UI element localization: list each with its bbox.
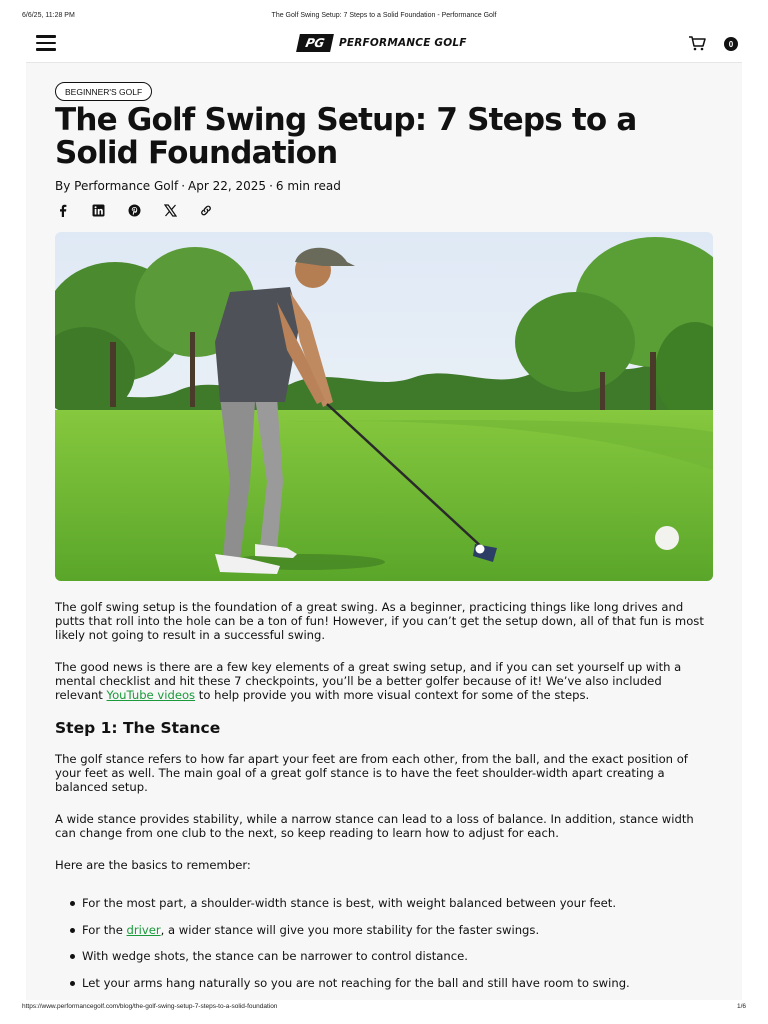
linkedin-icon[interactable] — [91, 203, 105, 217]
article-byline: By Performance Golf · Apr 22, 2025 · 6 min read — [55, 179, 341, 193]
article-date: Apr 22, 2025 — [188, 179, 267, 193]
article-read-time: 6 min read — [275, 179, 341, 193]
step1-paragraph-3: Here are the basics to remember: — [55, 858, 251, 872]
list-item: With wedge shots, the stance can be narrower to control distance. — [55, 949, 713, 976]
driver-link[interactable]: driver — [126, 922, 161, 937]
step1-paragraph-1: The golf stance refers to how far apart your feet are from each other, from the ball, and the exact position of your feet as well. The main goal of a great golf stance is to have the feet shoulder-width apart creating a balanced setup. — [55, 752, 688, 794]
pinterest-icon[interactable] — [127, 203, 141, 217]
x-icon[interactable] — [163, 203, 177, 217]
cart-icon[interactable] — [688, 35, 706, 51]
share-bar — [55, 203, 235, 217]
logo-mark: PG — [296, 34, 334, 52]
site-header — [26, 24, 742, 63]
print-date: 6/6/25, 11:28 PM — [22, 12, 75, 19]
site-logo[interactable] — [298, 33, 467, 53]
cart-count-badge[interactable]: 0 — [724, 37, 738, 51]
article-content — [26, 63, 742, 1000]
step1-paragraph-2: A wide stance provides stability, while a narrow stance can lead to a loss of balance. In addition, stance width can change from one club to the next, so keep reading to learn how to adjust for each. — [55, 812, 694, 840]
print-footer — [0, 1000, 768, 1024]
facebook-icon[interactable] — [55, 203, 69, 217]
logo-text: PERFORMANCE GOLF — [339, 37, 467, 49]
intro-paragraph-2: The good news is there are a few key elements of a great swing setup, and if you can set yourself up with a mental checklist and hit these 7 checkpoints, you’ll be a better golfer because of it! We’ve also included relevant YouTube videos to help provide you with more visual context for some of the steps. — [55, 660, 682, 702]
stance-basics-list — [55, 896, 713, 1002]
print-title: The Golf Swing Setup: 7 Steps to a Solid Foundation - Performance Golf — [271, 12, 497, 19]
intro-paragraph-1: The golf swing setup is the foundation of a great swing. As a beginner, practicing things like long drives and putts that roll into the hole can be a ton of fun! However, if you can’t get the setup down, all of that fun is most likely not going to result in a successful swing. — [55, 600, 704, 642]
list-item: Let your arms hang naturally so you are not reaching for the ball and still have room to swing. — [55, 976, 713, 1003]
hero-image — [55, 232, 713, 581]
article-title: The Golf Swing Setup: 7 Steps to a Solid Foundation — [55, 102, 637, 171]
print-page-number: 1/6 — [736, 1003, 746, 1010]
print-url: https://www.performancegolf.com/blog/the-golf-swing-setup-7-steps-to-a-solid-foundation — [22, 1003, 278, 1010]
list-item: For the most part, a shoulder-width stance is best, with weight balanced between your feet. — [55, 896, 713, 923]
category-badge[interactable]: BEGINNER'S GOLF — [55, 82, 152, 101]
step1-heading: Step 1: The Stance — [55, 719, 221, 737]
print-header — [0, 0, 768, 24]
youtube-videos-link[interactable]: YouTube videos — [106, 688, 196, 702]
article-author[interactable]: By Performance Golf — [55, 179, 179, 193]
list-item: For the driver, a wider stance will give you more stability for the faster swings. — [55, 923, 713, 950]
link-icon[interactable] — [199, 203, 213, 217]
hamburger-menu-icon[interactable] — [36, 35, 56, 51]
